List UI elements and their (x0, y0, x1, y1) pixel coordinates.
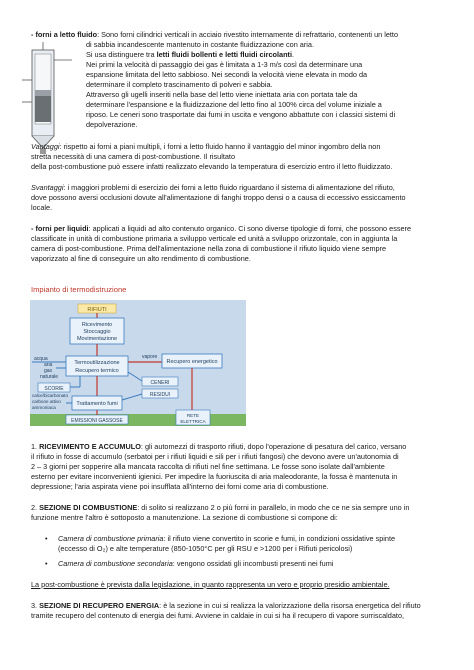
fluid-bed-line-9: riposo. Le ceneri sono trasportate dai fumi in uscita e vengono abbattute con i classici sistemi di (86, 110, 396, 119)
vantaggi-line-1: Vantaggi: rispetto ai forni a piani multipli, i forni a letto fluido hanno il vantaggio del minor ingombro della non (31, 142, 381, 151)
fluid-bed-line-5: espansione limitata del letto sabbioso. Nei secondi la velocità viene elevata in modo da (86, 70, 368, 79)
svantaggi-line-2: dove possono aversi occlusioni dovute all'alimentazione di fanghi troppo densi o a causa di eccessivo essiccamento (31, 193, 406, 202)
ricevimento-label-3: Movimentazione (76, 336, 118, 342)
ricevimento-label-1: Ricevimento (81, 322, 113, 328)
fluid-bed-line-8: determinare l'espansione e la fluidizzazione del letto fino al 100% circa del volume iniziale a (86, 100, 382, 109)
termo-label-1: Termoutilizzazione (74, 360, 120, 366)
item1-line-3: 2 – 3 giorni per sopperire alla mancata raccolta di rifiuti nel fine settimana. Le fosse sono isolate dall'ambiente (31, 462, 385, 471)
bullet-2: • (45, 559, 48, 568)
vantaggi-line-3: della post-combustione può essere infatti realizzato elevando la temperatura di esercizio entro il letto fluidizzato. (31, 162, 393, 171)
fluid-bed-line-1: - forni a letto fluido: Sono forni cilindrici verticali in acciaio rivestito internamente di refrattario, contenenti un letto (31, 30, 399, 39)
svantaggi-label: Svantaggi (31, 183, 64, 192)
item1-line-2: il rifiuto in fosse di accumulo (serbatoi per i rifiuti liquidi e sili per i rifiuti fangosi) che devono avere un'autonomia di (31, 452, 399, 461)
vantaggi-label: Vantaggi (31, 142, 60, 151)
recupero-label: Recupero energetico (166, 359, 218, 365)
rifiuti-label: RIFIUTI (87, 307, 107, 313)
fluid-bed-line-3: Si usa distinguere tra letti fluidi bollenti e letti fluidi circolanti. (86, 50, 295, 59)
item2-line-1: 2. SEZIONE DI COMBUSTIONE: di solito si realizzano 2 o più forni in parallelo, in modo che ce ne sia sempre uno in (31, 503, 410, 512)
bullet-1: • (45, 534, 48, 543)
camera-primaria-label: Camera di combustione primaria (58, 534, 164, 543)
liquid-line-4: vaporizzato al fine di conseguire un alto rendimento di combustione. (31, 254, 251, 263)
item3-line-1: 3. SEZIONE DI RECUPERO ENERGIA: è la sezione in cui si realizza la valorizzazione della risorsa energetica del rifiuto (31, 601, 421, 610)
item1-title: RICEVIMENTO E ACCUMULO (39, 442, 141, 451)
calce-label-1: calce/bicarbonato (32, 393, 69, 398)
rete-label-2: ELETTRICA (180, 419, 206, 424)
termo-label-2: Recupero termico (75, 368, 119, 374)
ricevimento-label-2: Stoccaggio (83, 329, 111, 335)
svantaggi-line-3: locale. (31, 203, 53, 212)
item2-line-2: funzione mentre l'altro è sottoposto a manutenzione. La sezione di combustione si compone di: (31, 513, 338, 522)
acqua-label: acqua (34, 356, 48, 362)
liquid-line-3: camera di post-combustione. Prima dell'alimentazione nella zona di combustione il rifiuto liquido viene sempre (31, 244, 387, 253)
calce-label-2: carbone attivo (32, 399, 61, 404)
plant-process-diagram (30, 300, 246, 426)
fluid-bed-line-4: Nei primi la velocità di passaggio dei gas è limitata a 1-3 m/s così da determinare una (86, 60, 363, 69)
rete-label-1: RETE (186, 413, 200, 418)
impianto-heading: Impianto di termodistruzione (31, 285, 127, 294)
fluid-bed-line-10: depolverazione. (86, 120, 138, 129)
item2-title: SEZIONE DI COMBUSTIONE (39, 503, 138, 512)
scorie-label: SCORIE (44, 386, 64, 392)
item1-line-4: esterno per evitare inconvenienti igienici. Per impedire la fuoriuscita di aria maleodorante, la fossa è mantenuta in (31, 472, 398, 481)
item1-line-1: 1. RICEVIMENTO E ACCUMULO: gli automezzi di trasporto rifiuti, dopo l'operazione di pesatura del carico, versano (31, 442, 407, 451)
residui-label: RESIDUI (149, 392, 171, 398)
trattamento-label: Trattamento fumi (76, 401, 118, 407)
fluid-bed-line-7: Attraverso gli ugelli inseriti nella base del letto viene iniettata aria con portata tale da (86, 90, 358, 99)
item2-bullet2-line-1: Camera di combustione secondaria: vengono ossidati gli incombusti presenti nei fumi (58, 559, 334, 568)
fluid-bed-furnace-illustration (16, 40, 78, 158)
svantaggi-line-1: Svantaggi: i maggiori problemi di esercizio dei forni a letto fluido riguardano il sistema di alimentazione del rifiuto, (31, 183, 395, 192)
camera-secondaria-label: Camera di combustione secondaria (58, 559, 173, 568)
liquid-line-2: classificate in unità di combustione primaria a sviluppo verticale ed unità a sviluppo orizzontale, con in aggiunta la (31, 234, 398, 243)
calce-label-3: ammoniaca (32, 405, 56, 410)
item2-bullet1-line-2: (eccesso di O₂) e alte temperature (850-1050°C per gli RSU e >1200 per i Rifiuti pericolosi) (58, 544, 353, 553)
vantaggi-line-2: stretta necessità di una camera di post-combustione. Il risultato (31, 152, 236, 161)
fluid-bed-title: - forni a letto fluido (31, 30, 98, 39)
item2-bullet1-line-1: Camera di combustione primaria: il rifiuto viene convertito in scorie e fumi, in condizioni ossidative spinte (58, 534, 396, 543)
naturale-label: naturale (40, 374, 59, 380)
item3-title: SEZIONE DI RECUPERO ENERGIA (39, 601, 160, 610)
fluid-bed-types: letti fluidi bollenti e letti fluidi circolanti (156, 50, 292, 59)
gas-label: gas (44, 368, 53, 374)
post-combustione-note: La post-combustione è prevista dalla legislazione, in quanto rappresenta un vero e proprio presidio ambientale. (31, 580, 390, 589)
aria-label: aria (44, 362, 53, 368)
fluid-bed-line-2: di sabbia incandescente mantenuto in costante fluidizzazione con aria. (86, 40, 314, 49)
vapore-label: vapore (142, 354, 158, 360)
ceneri-label: CENERI (150, 380, 170, 386)
emissioni-label: EMISSIONI GASSOSE (71, 418, 123, 424)
liquid-title: - forni per liquidi (31, 224, 89, 233)
fluid-bed-line-6: determinare il completo trascinamento di polveri e sabbia. (86, 80, 273, 89)
item3-line-2: tramite recupero del contenuto di energia dei fumi. Avviene in caldaie in cui si ha il recupero di vapore surriscaldato, (31, 611, 405, 620)
item1-line-5: depressione; l'aria aspirata viene poi insufflata all'interno dei forni come aria di combustione. (31, 482, 329, 491)
liquid-line-1: - forni per liquidi: applicati a liquidi ad alto contenuto organico. Ci sono diverse tipologie di forni, che possono essere (31, 224, 412, 233)
